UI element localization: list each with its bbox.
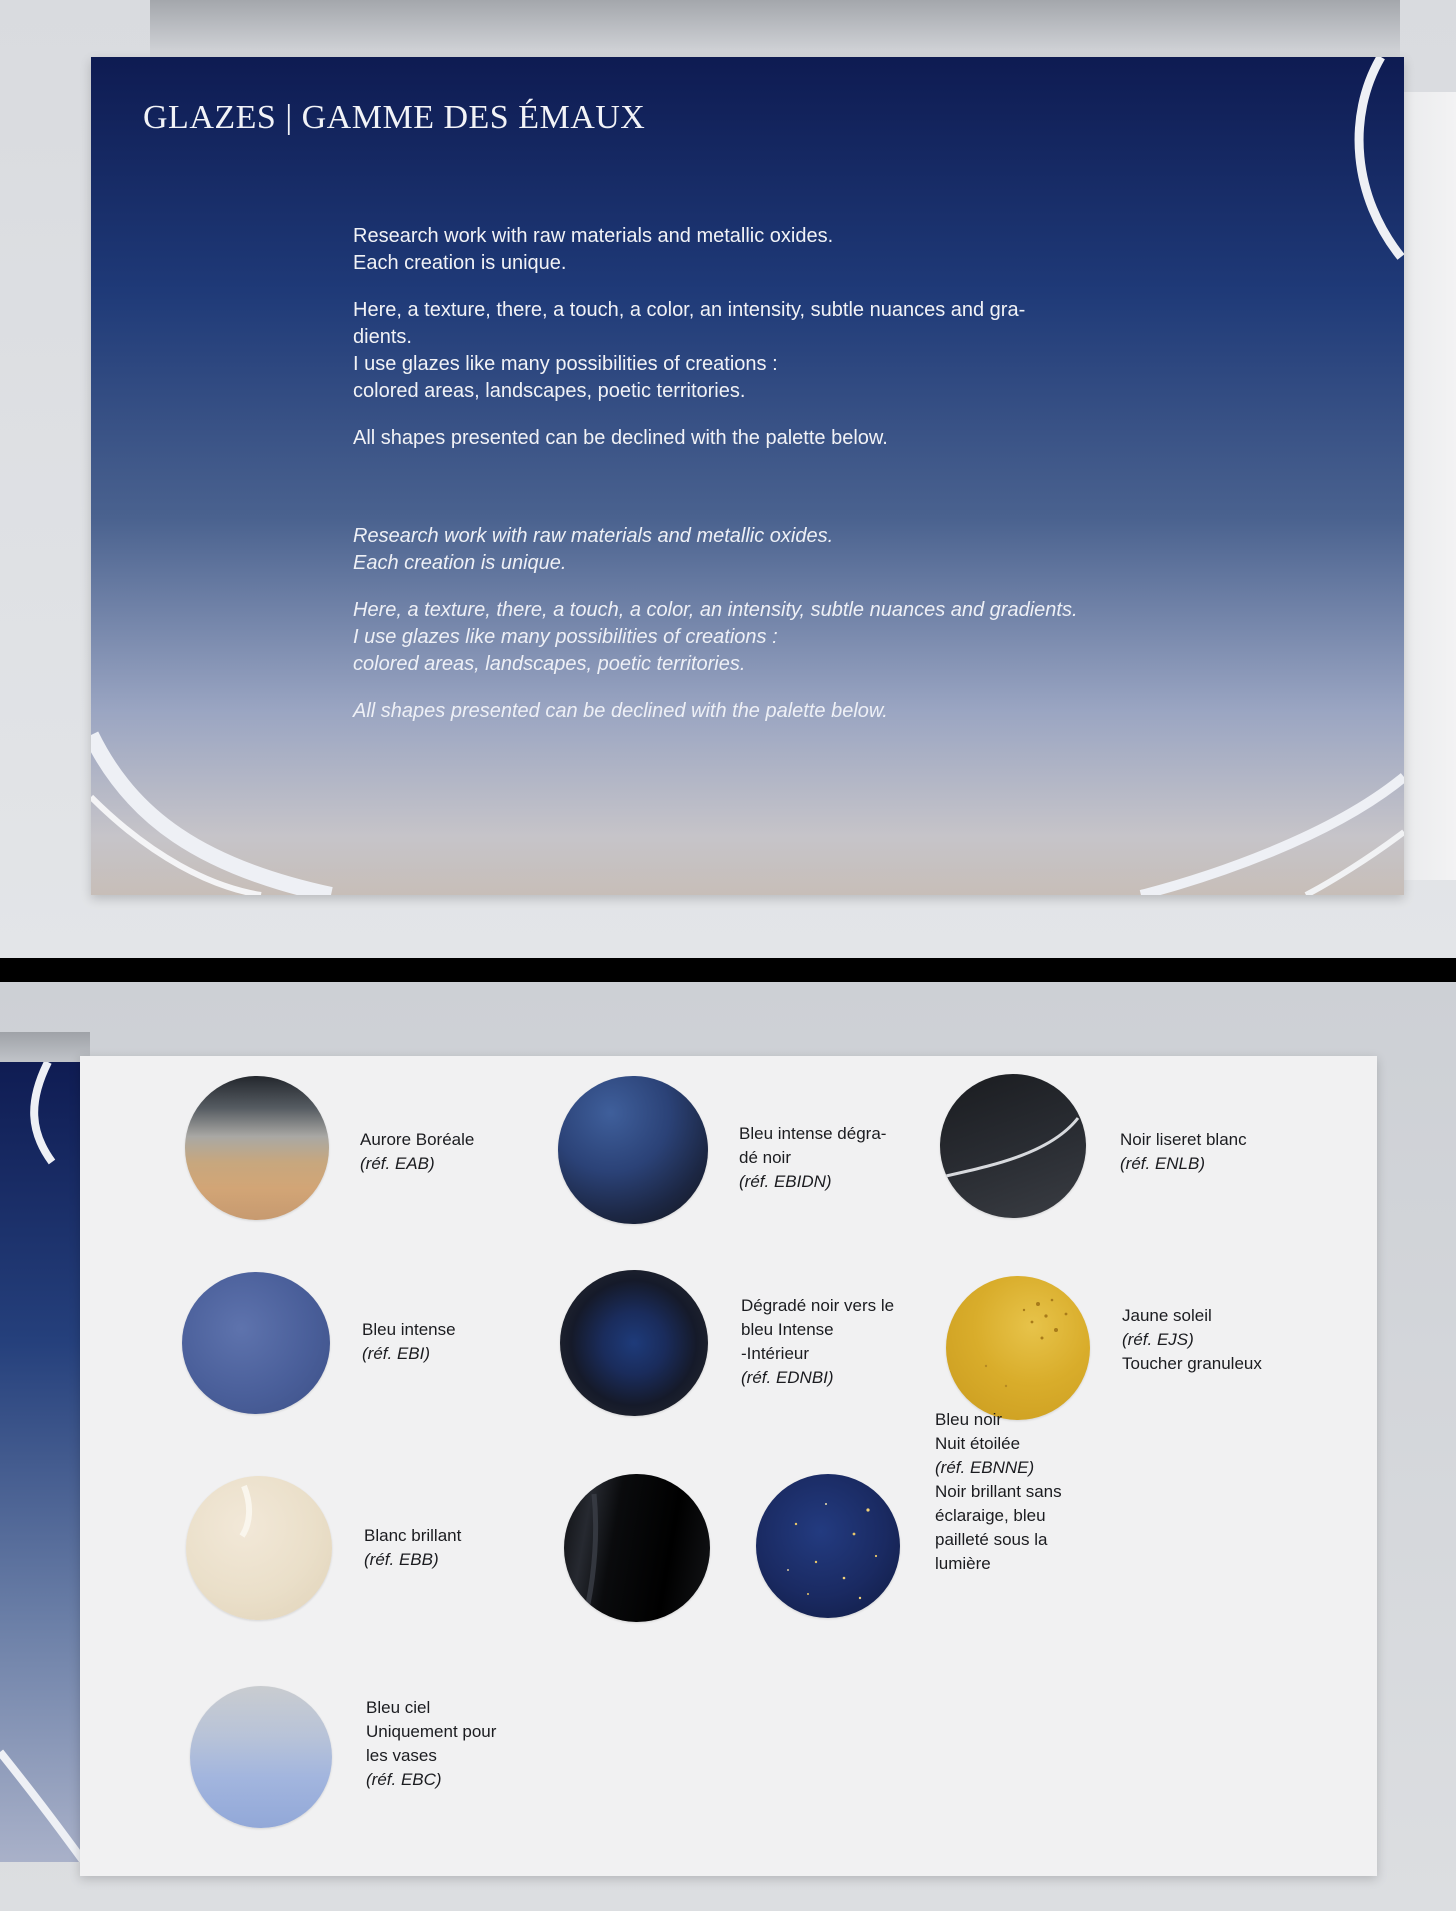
swatch-label-noir-liseret-blanc (1120, 1128, 1247, 1176)
intro-italic-text-block (353, 523, 1173, 725)
swatch-note: pailleté sous la (935, 1530, 1048, 1549)
swatch-name: -Intérieur (741, 1344, 810, 1363)
swatch-name: les vases (366, 1746, 437, 1765)
swirl-decoration (0, 1062, 84, 1862)
italic-paragraph: Here, a texture, there, a touch, a color, an intensity, subtle nuances and gradients. I use glazes like many possibilities of creations : colored areas, landscapes, poetic territories. (353, 599, 1078, 675)
swatch-ref: (réf. EBNNE) (935, 1458, 1035, 1477)
swatch-ref: (réf. EAB) (360, 1154, 435, 1173)
swatch-jaune-soleil (946, 1276, 1090, 1420)
swatch-ref: (réf. EBIDN) (739, 1172, 832, 1191)
swatch-label-aurore-boreale (360, 1128, 474, 1176)
swatch-note: Toucher granuleux (1122, 1354, 1262, 1373)
swatch-name: Noir liseret blanc (1120, 1130, 1247, 1149)
swatch-aurore-boreale (185, 1076, 329, 1220)
swirl-decoration (91, 57, 1404, 895)
italic-paragraph: All shapes presented can be declined with the palette below. (353, 700, 888, 722)
swatch-bleu-intense-degrade-noir (558, 1076, 708, 1224)
swatch-ref: (réf. EDNBI) (741, 1368, 834, 1387)
swatch-label-bleu-ciel (366, 1696, 496, 1792)
swatch-bleu-intense (182, 1272, 330, 1414)
cover-card (91, 57, 1404, 895)
swatch-ref: (réf. EBI) (362, 1344, 431, 1363)
palette-card (80, 1056, 1377, 1876)
swatch-name: bleu Intense (741, 1320, 834, 1339)
palette-panel (0, 982, 1456, 1911)
swatch-name: Aurore Boréale (360, 1130, 475, 1149)
swatch-label-degrade-noir-bleu-interieur (741, 1294, 894, 1390)
intro-text-block (353, 223, 1173, 452)
swatch-bleu-noir-nuit-etoilee (756, 1474, 900, 1618)
swatch-name: Bleu intense (362, 1320, 456, 1339)
swatch-note: éclaraige, bleu (935, 1506, 1046, 1525)
swatch-degrade-noir-bleu-interieur (560, 1270, 708, 1416)
intro-paragraph: Here, a texture, there, a touch, a color, an intensity, subtle nuances and gra- dients. I use glazes like many possibilities of creations : colored areas, landscapes, poetic territories. (353, 299, 1026, 402)
swatch-name: Nuit étoilée (935, 1434, 1021, 1453)
liseret-line-decoration (940, 1074, 1086, 1218)
italic-paragraph: Research work with raw materials and metallic oxides. Each creation is unique. (353, 525, 834, 574)
swatch-name: Bleu ciel (366, 1698, 431, 1717)
panel-divider (0, 958, 1456, 982)
swatch-label-jaune-soleil (1122, 1304, 1262, 1376)
swatch-name: Bleu intense dégra- (739, 1124, 887, 1143)
grain-texture-decoration (946, 1276, 1090, 1420)
swatch-blanc-brillant (186, 1476, 332, 1620)
swatch-ref: (réf. EBC) (366, 1770, 442, 1789)
gloss-highlight-decoration (186, 1476, 332, 1620)
swatch-note: Noir brillant sans (935, 1482, 1062, 1501)
swatch-ref: (réf. EJS) (1122, 1330, 1194, 1349)
intro-paragraph: Research work with raw materials and metallic oxides. Each creation is unique. (353, 225, 834, 274)
swatch-name: dé noir (739, 1148, 791, 1167)
swatch-note: lumière (935, 1554, 991, 1573)
swatch-label-bleu-intense-degrade-noir (739, 1122, 886, 1194)
right-page-flap (1398, 92, 1456, 880)
swatch-name: Blanc brillant (364, 1526, 462, 1545)
left-page-flap (0, 1062, 84, 1862)
page-title: GLAZES | GAMME DES ÉMAUX (143, 99, 646, 136)
intro-paragraph: All shapes presented can be declined with the palette below. (353, 427, 888, 449)
swatch-label-blanc-brillant (364, 1524, 461, 1572)
swatch-ref: (réf. EBB) (364, 1550, 439, 1569)
swatch-name: Bleu noir (935, 1410, 1003, 1429)
swatch-noir-brillant (564, 1474, 710, 1622)
gloss-reflection-decoration (564, 1474, 710, 1622)
swatch-label-bleu-noir-nuit-etoilee (935, 1408, 1062, 1576)
swatch-name: Dégradé noir vers le (741, 1296, 895, 1315)
swatch-noir-liseret-blanc (940, 1074, 1086, 1218)
swatch-name: Jaune soleil (1122, 1306, 1212, 1325)
page-shadow (150, 0, 1400, 60)
swatch-ref: (réf. ENLB) (1120, 1154, 1206, 1173)
stars-texture-decoration (756, 1474, 900, 1618)
swatch-name: Uniquement pour (366, 1722, 497, 1741)
swatch-bleu-ciel (190, 1686, 332, 1828)
swatch-label-bleu-intense (362, 1318, 456, 1366)
